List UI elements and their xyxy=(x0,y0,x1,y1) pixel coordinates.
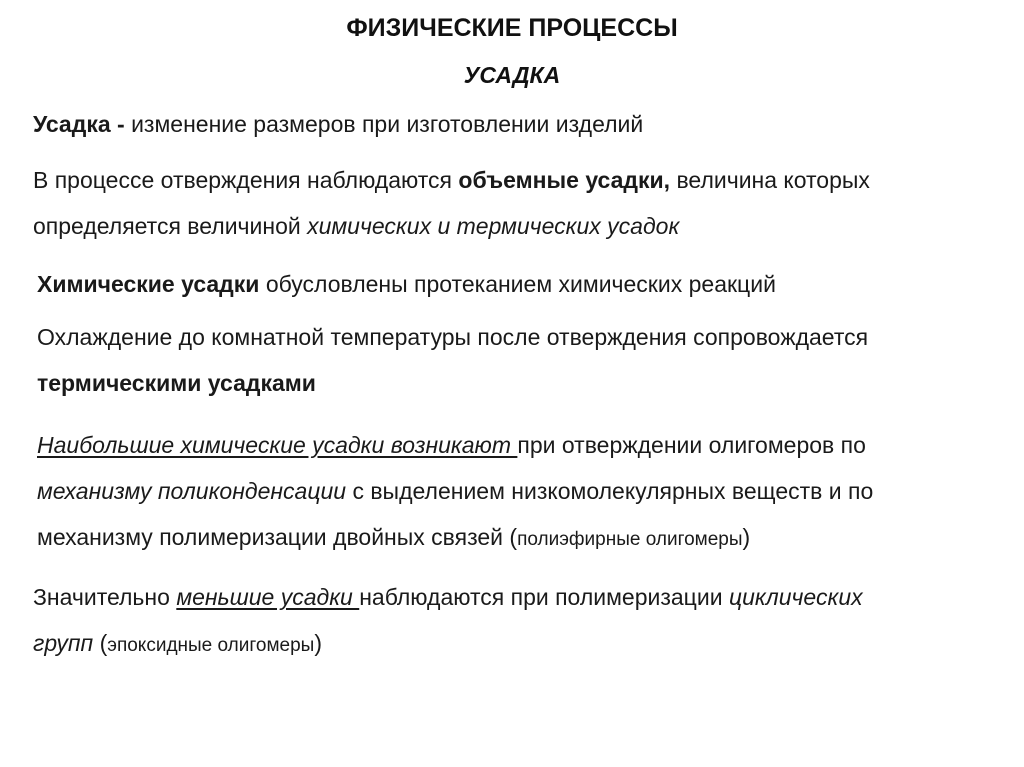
paragraph-line xyxy=(37,422,873,468)
term-chemical-thermal: химических и термических усадок xyxy=(307,213,680,239)
paragraph-chemical-shrinkage xyxy=(37,261,776,307)
slide-subtitle: УСАДКА xyxy=(463,62,561,88)
paragraph-line xyxy=(37,514,873,563)
definition-text: изменение размеров при изготовлении изделий xyxy=(124,111,644,137)
paragraph-line xyxy=(37,261,776,307)
text-span: ) xyxy=(742,524,751,550)
text-span: механизму полимеризации двойных связей ( xyxy=(37,524,518,550)
paragraph-volume-shrinkage xyxy=(33,157,870,249)
text-span: определяется величиной xyxy=(33,213,308,239)
paragraph-largest-shrinkage xyxy=(37,422,873,563)
text-span: наблюдаются при полимеризации xyxy=(359,584,729,610)
text-span: Значительно xyxy=(33,584,177,610)
paragraph-line xyxy=(33,620,863,669)
example-polyester-oligomers: полиэфирные олигомеры xyxy=(517,529,743,550)
text-span: ) xyxy=(314,630,322,656)
text-span: величина которых xyxy=(670,167,870,193)
term-volume-shrinkage: объемные усадки, xyxy=(458,167,671,193)
paragraph-thermal-shrinkage xyxy=(37,314,868,406)
term-polycondensation: механизму поликонденсации xyxy=(37,478,347,504)
term-chemical-shrinkage: Химические усадки xyxy=(37,271,260,297)
paragraph-line xyxy=(33,203,870,249)
example-epoxy-oligomers: эпоксидные олигомеры xyxy=(107,635,315,656)
paragraph-smaller-shrinkage xyxy=(33,574,863,669)
text-span: В процессе отверждения наблюдаются xyxy=(33,167,459,193)
term-cyclic: циклических xyxy=(728,584,863,610)
paragraph-line xyxy=(33,157,870,203)
paragraph-line: Охлаждение до комнатной температуры после отверждения сопровождается xyxy=(37,324,869,350)
paragraph-line xyxy=(37,468,873,514)
slide-title: ФИЗИЧЕСКИЕ ПРОЦЕССЫ xyxy=(346,14,678,42)
term-largest-chemical-shrinkage: Наибольшие химические усадки возникают xyxy=(37,432,518,458)
paragraph-line xyxy=(33,101,643,147)
paragraph-line xyxy=(33,574,863,620)
term-shrinkage: Усадка - xyxy=(33,111,125,137)
term-thermal-shrinkage: термическими усадками xyxy=(37,370,316,396)
text-span: обусловлены протеканием химических реакций xyxy=(259,271,776,297)
text-span: с выделением низкомолекулярных веществ и по xyxy=(346,478,874,504)
text-span: при отверждении олигомеров по xyxy=(517,432,866,458)
text-span: ( xyxy=(93,630,108,656)
term-smaller-shrinkage: меньшие усадки xyxy=(176,584,360,610)
term-groups: групп xyxy=(33,630,94,656)
paragraph-shrinkage-definition xyxy=(33,101,643,147)
